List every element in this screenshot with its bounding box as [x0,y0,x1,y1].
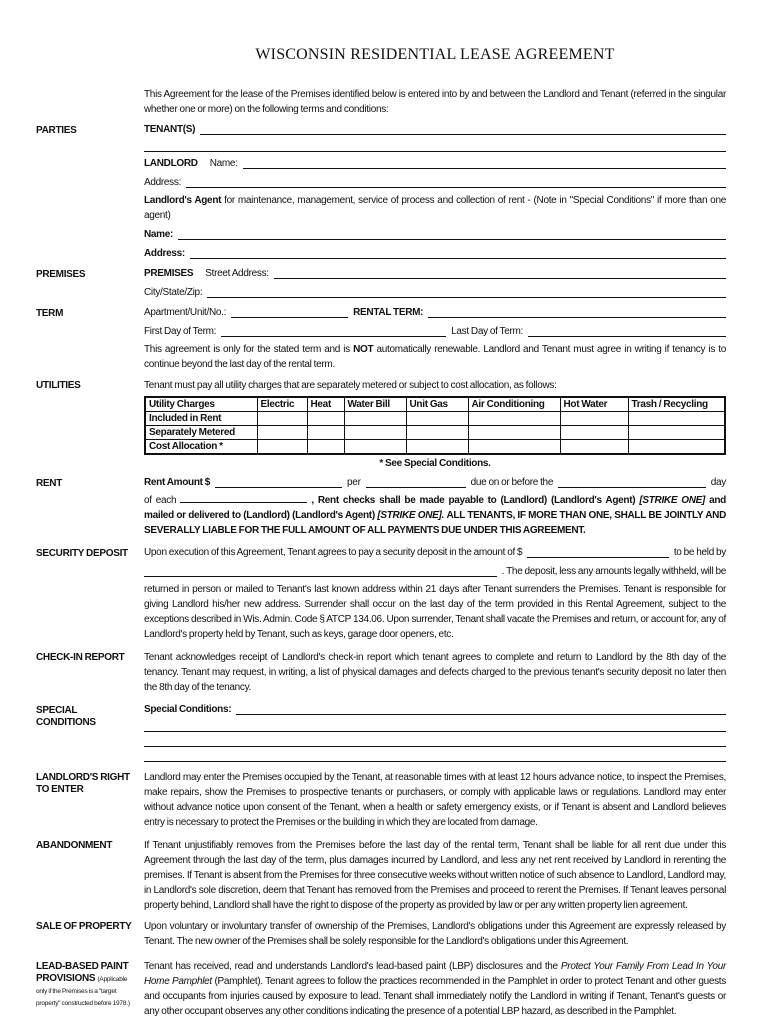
lead-paint-paragraph [144,959,726,1019]
apartment-unit-blank[interactable] [231,317,348,318]
document-title: WISCONSIN RESIDENTIAL LEASE AGREEMENT [255,46,615,63]
utility-cell[interactable] [628,412,725,426]
rental-term-label: RENTAL TERM: [353,307,424,318]
right-to-enter-section [36,770,726,830]
utility-row-included-in-rent [145,412,725,426]
deposit-holder-blank[interactable] [144,576,497,577]
utility-cell[interactable] [468,412,560,426]
term-text-1: This agreement is only for the stated term and is [144,344,350,355]
landlords-agent-text: for maintenance, management, service of process and collection of rent - (Note in "Special Conditions" if more than one agent) [144,195,726,221]
rent-section [36,476,726,538]
agent-name-label: Name: [144,229,174,240]
utility-header-cell: Water Bill [344,397,406,412]
utility-cell[interactable] [406,412,468,426]
landlord-name-row [144,157,726,171]
utility-cell[interactable] [560,440,628,455]
utility-cell[interactable] [628,426,725,440]
rent-of-each-label: of each [144,495,177,506]
utility-cell[interactable] [307,440,344,455]
lead-paint-label-note: (Applicable only if the Premises is a "target property" constructed before 1978.) [36,976,130,1007]
security-deposit-section [36,546,726,642]
special-conditions-row [144,703,726,717]
last-day-label: Last Day of Term: [451,326,524,337]
agent-address-label: Address: [144,248,185,259]
rent-month-blank[interactable] [180,494,307,503]
agent-name-blank[interactable] [178,239,726,240]
intro-side-spacer [36,87,144,117]
sale-of-property-section [36,919,726,949]
tenants-row [144,123,726,137]
side-label-rent: RENT [36,478,63,489]
utility-header-cell: Trash / Recycling [628,397,725,412]
street-address-label: Street Address: [205,268,269,279]
utility-header-cell: Hot Water [560,397,628,412]
special-conditions-blank-1[interactable] [236,714,726,715]
deposit-held-by-text: to be held by [673,547,726,558]
utility-cell[interactable] [307,412,344,426]
utility-row-label: Separately Metered [145,426,257,440]
rent-due-day-blank[interactable] [558,487,706,488]
rent-amount-label: Rent Amount $ [144,477,211,488]
city-state-zip-label: City/State/Zip: [144,287,203,298]
rent-mailed-text: and mailed or delivered to (Landlord) (Landlord's Agent) [144,495,726,521]
utility-cell[interactable] [344,426,406,440]
deposit-amount-row [144,546,726,560]
lead-paint-section [36,959,726,1019]
utility-cell[interactable] [468,426,560,440]
lead-paint-text-1: Tenant has received, read and understands Landlord's lead-based paint (LBP) disclosures and the [144,961,558,972]
landlord-name-blank[interactable] [243,168,726,169]
utility-charges-table [144,396,726,455]
utility-cell[interactable] [344,440,406,455]
utility-row-label: Included in Rent [145,412,257,426]
term-paragraph [144,342,726,372]
rent-per-label: per [347,477,361,488]
side-label-lead-paint [36,959,144,1019]
utility-cell[interactable] [344,412,406,426]
rent-day-label: day [710,477,726,488]
premises-heading: PREMISES [144,268,194,279]
intro-paragraph: This Agreement for the lease of the Premises identified below is entered into by and between the Landlord and Tenant (referred in the singular whether one or more) on the following terms and conditions: [144,89,726,115]
first-last-day-row [144,325,726,339]
rent-strike-one-1: [STRIKE ONE] [639,495,706,506]
special-conditions-blank-3[interactable] [144,732,726,747]
agent-address-row [144,247,726,261]
rental-term-blank[interactable] [428,317,726,318]
side-label-term: TERM [36,308,64,319]
utility-cell[interactable] [560,412,628,426]
intro-section [36,87,726,117]
utility-header-cell: Unit Gas [406,397,468,412]
rent-amount-row [144,476,726,490]
street-address-row [144,267,726,281]
city-state-zip-blank[interactable] [207,297,726,298]
tenants-blank-line-2[interactable] [144,140,726,152]
term-text-2: automatically renewable. Landlord and Tenant must agree in writing if tenancy is to continue beyond the last day of the rental term. [144,344,726,370]
deposit-amount-blank[interactable] [527,557,669,558]
utility-cell[interactable] [257,412,307,426]
abandonment-paragraph: If Tenant unjustifiably removes from the Premises before the last day of the rental term, Tenant shall be liable for all rent due under this Agreement through the last day of the term, plus damages incurred by Landlord, and less any net rent received by Landlord in rerenting the premises. If Tenant is absent from the Premises for three consecutive weeks without written notice of such absence to Landlord, Landlord may, in Landlord's sole discretion, deem that Tenant has removed from the Premises and proceed to rerent the Premises. If Tenant leaves personal property behind, Landlord shall have the right to dispose of the property as provided by law or per any written property lien agreement. [144,840,726,911]
side-label-special-conditions: SPECIAL CONDITIONS [36,705,96,728]
utility-header-row [145,397,725,412]
deposit-withheld-text: . The deposit, less any amounts legally withheld, will be [501,566,726,577]
landlord-name-label: Name: [209,158,238,169]
security-deposit-paragraph: returned in person or mailed to Tenant's last known address within 21 days after Tenant surrenders the Premises. Tenant is responsible for giving Landlord his/her new address. Surrender shall occur on the last day of the term provided in this Rental Agreement, subject to the exceptions described in Wis. Admin. Code § ATCP 134.06. Upon surrender, Tenant shall vacate the Premises and return, or account for, any of Landlord's property held by Tenant, such as keys, garage door openers, etc. [144,584,726,640]
check-in-report-paragraph: Tenant acknowledges receipt of Landlord's check-in report which tenant agrees to complete and return to Landlord by the 8th day of the tenancy. Tenant may request, in writing, a list of physical damages and defects charged to the previous tenant's security deposit no later then the 8th day of the tenancy. [144,652,726,693]
side-label-parties: PARTIES [36,125,77,136]
rent-checks-text: , Rent checks shall be made payable to (Landlord) (Landlord's Agent) [311,495,636,506]
utility-row-separately-metered [145,426,725,440]
apartment-rental-term-row [144,306,726,320]
premises-section [36,267,726,300]
side-label-abandonment: ABANDONMENT [36,840,113,851]
deposit-holder-row [144,565,726,579]
rent-strike-one-2: [STRIKE ONE]. [377,510,444,521]
side-label-check-in-report: CHECK-IN REPORT [36,652,125,663]
first-day-label: First Day of Term: [144,326,217,337]
utilities-section [36,378,726,470]
parties-section [36,123,726,261]
side-label-premises: PREMISES [36,269,86,280]
check-in-report-section [36,650,726,695]
utility-cell[interactable] [257,440,307,455]
lead-paint-label: LEAD-BASED PAINT PROVISIONS [36,961,129,984]
rent-due-label: due on or before the [470,477,554,488]
landlord-address-row [144,176,726,190]
sale-of-property-paragraph: Upon voluntary or involuntary transfer of ownership of the Premises, Landlord's obligations under this Agreement are expressly released by Tenant. The new owner of the Premises shall be solely responsible for the Landlord's obligations under this Agreement. [144,921,726,947]
first-day-blank[interactable] [221,336,446,337]
utility-header-cell: Utility Charges [145,397,257,412]
utility-row-cost-allocation [145,440,725,455]
landlords-agent-paragraph [144,193,726,223]
utility-cell[interactable] [307,426,344,440]
rent-paragraph [144,493,726,538]
landlord-label: LANDLORD [144,158,198,169]
side-label-security-deposit: SECURITY DEPOSIT [36,548,128,559]
utility-row-label: Cost Allocation * [145,440,257,455]
last-day-blank[interactable] [528,336,726,337]
special-conditions-blank-2[interactable] [144,717,726,732]
landlord-address-label: Address: [144,177,182,188]
side-label-sale-of-property: SALE OF PROPERTY [36,921,132,932]
street-address-blank[interactable] [274,278,726,279]
side-label-utilities: UTILITIES [36,380,81,391]
agent-address-blank[interactable] [190,258,726,259]
lead-paint-pamphlet-title: Protect Your Family From Lead In Your Home Pamphlet [144,961,726,987]
landlords-agent-label: Landlord's Agent [144,195,222,206]
abandonment-section [36,838,726,913]
utility-cell[interactable] [257,426,307,440]
utility-header-cell: Air Conditioning [468,397,560,412]
utility-header-cell: Electric [257,397,307,412]
deposit-amount-text: Upon execution of this Agreement, Tenant agrees to pay a security deposit in the amount of $ [144,547,523,558]
apartment-unit-label: Apartment/Unit/No.: [144,307,227,318]
term-section [36,306,726,372]
tenants-blank-line-1[interactable] [200,134,726,135]
utility-cell[interactable] [560,426,628,440]
agent-name-row [144,228,726,242]
term-not: NOT [353,344,374,355]
rent-all-tenants-text: ALL TENANTS, IF MORE THAN ONE, SHALL BE JOINTLY AND SEVERALLY LIABLE FOR THE FULL AMOUNT OF ALL PAYMENTS DUE UNDER THIS AGREEMENT. [144,510,726,536]
tenants-label: TENANT(S) [144,124,196,135]
rent-amount-blank[interactable] [215,487,342,488]
lead-paint-text-2: (Pamphlet). Tenant agrees to follow the practices recommended in the Pamphlet in order to protect Tenant and other guests and occupants from injuries caused by exposure to lead. Tenant shall immediately notify the Landlord in writing if Tenant, Tenant's guests or any other occupant observes any other conditions indicating the presence of a potential LBP hazard, as described in the Pamphlet. [144,976,726,1017]
landlord-address-blank[interactable] [186,187,726,188]
right-to-enter-paragraph: Landlord may enter the Premises occupied by the Tenant, at reasonable times with at least 12 hours advance notice, to inspect the Premises, make repairs, show the Premises to prospective tenants or purchasers, or comply with applicable laws or regulations. Landlord may enter without advance notice upon consent of the Tenant, when a health or safety emergency exists, or if Tenant is absent and Landlord believes entry is necessary to protect the Premises or the building in which they are located from damage. [144,772,726,828]
utility-header-cell: Heat [307,397,344,412]
utilities-footnote: * See Special Conditions. [379,458,491,469]
utility-cell[interactable] [468,440,560,455]
utility-cell[interactable] [406,440,468,455]
utility-cell[interactable] [628,440,725,455]
city-state-zip-row [144,286,726,300]
rent-per-blank[interactable] [366,487,466,488]
special-conditions-label: Special Conditions: [144,704,232,715]
utility-cell[interactable] [406,426,468,440]
special-conditions-section [36,703,726,762]
utilities-intro: Tenant must pay all utility charges that are separately metered or subject to cost allocation, as follows: [144,380,557,391]
special-conditions-blank-4[interactable] [144,747,726,762]
side-label-right-to-enter: LANDLORD'S RIGHT TO ENTER [36,772,130,795]
